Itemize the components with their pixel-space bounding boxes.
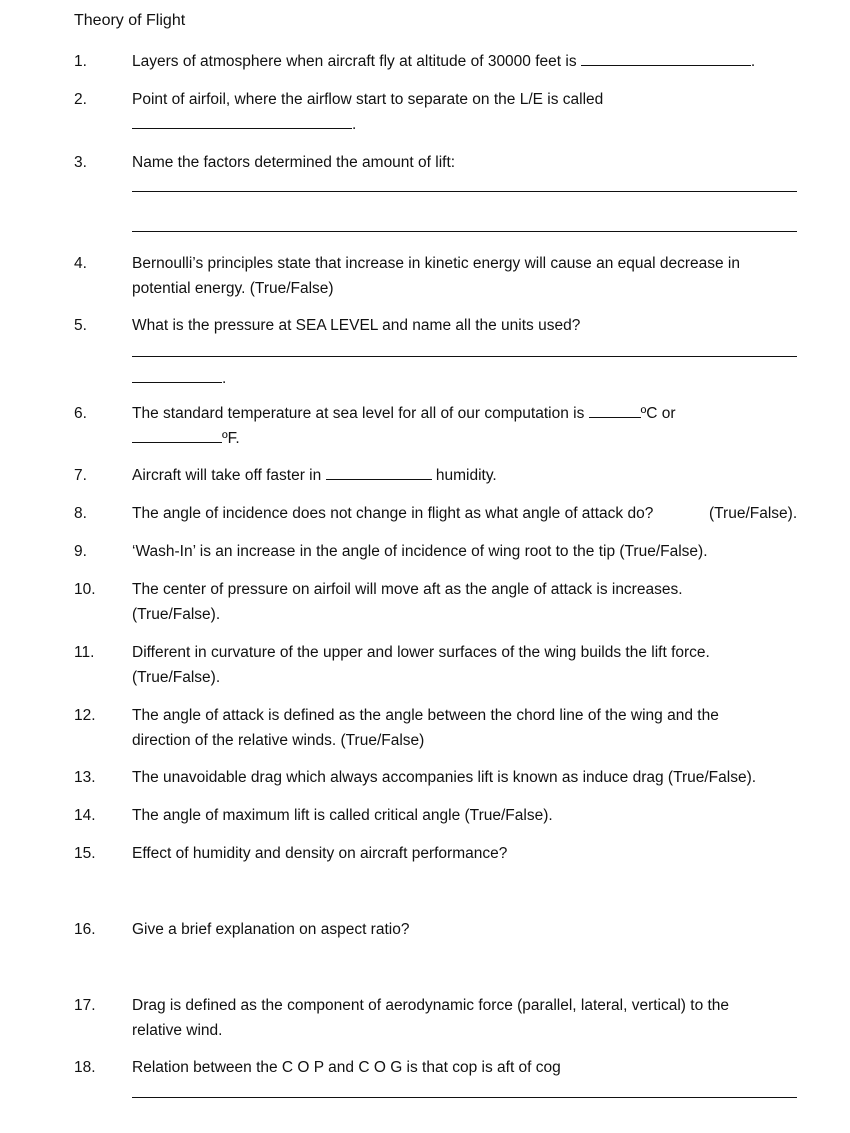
question-text-end: . bbox=[222, 370, 227, 387]
question-number: 9. bbox=[74, 543, 87, 560]
answer-blank-fahrenheit[interactable] bbox=[132, 427, 222, 443]
question-text-end: . bbox=[750, 53, 756, 70]
question-number: 15. bbox=[74, 845, 96, 862]
question-text: The unavoidable drag which always accompanies lift is known as induce drag (True/False). bbox=[132, 769, 757, 786]
question-text-line-2: potential energy. (True/False) bbox=[132, 280, 334, 297]
question-text: The standard temperature at sea level for all of our computation is bbox=[132, 405, 585, 422]
answer-line[interactable] bbox=[132, 231, 797, 232]
question-text: The center of pressure on airfoil will move aft as the angle of attack is increases. bbox=[132, 581, 683, 598]
question-text: Drag is defined as the component of aerodynamic force (parallel, lateral, vertical) to the bbox=[132, 997, 730, 1014]
question-number: 2. bbox=[74, 91, 87, 108]
question-text: The angle of incidence does not change in flight as what angle of attack do? bbox=[132, 505, 654, 522]
question-text-end: . bbox=[352, 116, 357, 133]
question-text-line-2: (True/False). bbox=[132, 669, 221, 686]
question-text-end: humidity. bbox=[435, 467, 497, 484]
question-text: Aircraft will take off faster in bbox=[132, 467, 322, 484]
question-number: 14. bbox=[74, 807, 96, 824]
question-number: 4. bbox=[74, 255, 87, 272]
question-text: Effect of humidity and density on aircraft performance? bbox=[132, 845, 508, 862]
question-text: What is the pressure at SEA LEVEL and name all the units used? bbox=[132, 317, 581, 334]
answer-blank-celsius[interactable] bbox=[589, 402, 641, 418]
answer-blank[interactable] bbox=[132, 113, 352, 129]
question-text-line-2: direction of the relative winds. (True/False) bbox=[132, 732, 425, 749]
question-text: Layers of atmosphere when aircraft fly at altitude of 30000 feet is bbox=[132, 53, 577, 70]
question-text: Different in curvature of the upper and lower surfaces of the wing builds the lift force. bbox=[132, 644, 710, 661]
question-text: Relation between the C O P and C O G is that cop is aft of cog bbox=[132, 1059, 561, 1076]
celsius-unit: ºC or bbox=[640, 405, 676, 422]
question-text: Name the factors determined the amount of lift: bbox=[132, 154, 456, 171]
question-text: ‘Wash-In’ is an increase in the angle of incidence of wing root to the tip (True/False). bbox=[132, 543, 708, 560]
question-number: 13. bbox=[74, 769, 96, 786]
question-text: The angle of attack is defined as the angle between the chord line of the wing and the bbox=[132, 707, 719, 724]
question-text-line-2: (True/False). bbox=[132, 606, 221, 623]
answer-line[interactable] bbox=[132, 356, 797, 357]
page-title: Theory of Flight bbox=[74, 12, 186, 29]
fahrenheit-unit: ºF. bbox=[222, 430, 240, 447]
answer-line[interactable] bbox=[132, 1097, 797, 1098]
question-text-line-2: relative wind. bbox=[132, 1022, 223, 1039]
true-false-label: (True/False). bbox=[709, 505, 798, 522]
question-text: The angle of maximum lift is called critical angle (True/False). bbox=[132, 807, 553, 824]
question-number: 7. bbox=[74, 467, 87, 484]
answer-blank[interactable] bbox=[132, 367, 222, 383]
question-number: 8. bbox=[74, 505, 87, 522]
question-number: 17. bbox=[74, 997, 96, 1014]
question-number: 16. bbox=[74, 921, 96, 938]
question-number: 6. bbox=[74, 405, 87, 422]
question-number: 12. bbox=[74, 707, 96, 724]
question-text: Give a brief explanation on aspect ratio? bbox=[132, 921, 410, 938]
question-number: 3. bbox=[74, 154, 87, 171]
question-number: 10. bbox=[74, 581, 96, 598]
question-number: 11. bbox=[74, 644, 95, 661]
question-number: 18. bbox=[74, 1059, 96, 1076]
question-number: 1. bbox=[74, 53, 87, 70]
question-number: 5. bbox=[74, 317, 87, 334]
answer-blank[interactable] bbox=[581, 50, 751, 66]
question-text: Point of airfoil, where the airflow start to separate on the L/E is called bbox=[132, 91, 604, 108]
answer-blank[interactable] bbox=[326, 464, 432, 480]
question-2 bbox=[74, 87, 814, 137]
question-text: Bernoulli’s principles state that increase in kinetic energy will cause an equal decrease in bbox=[132, 255, 740, 272]
answer-line[interactable] bbox=[132, 191, 797, 192]
